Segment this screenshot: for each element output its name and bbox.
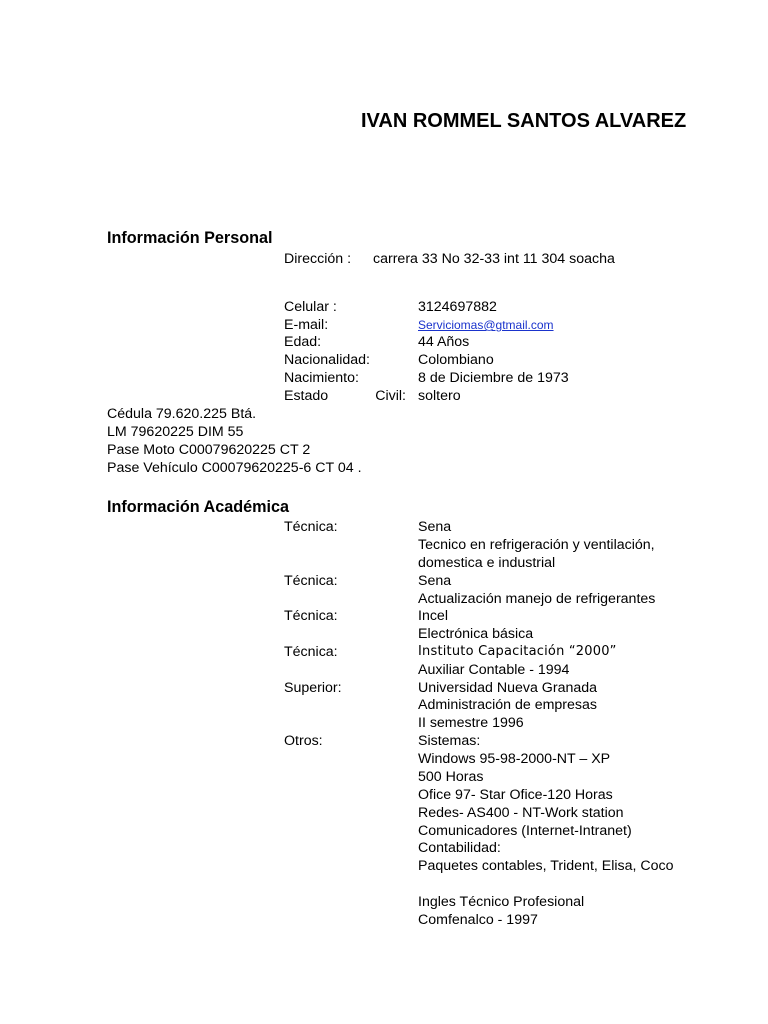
academic-entry-line: Electrónica básica — [418, 626, 534, 642]
academic-entry-line: Incel — [418, 608, 448, 624]
academic-entry-label: Superior: — [284, 680, 342, 696]
academic-entry-line: II semestre 1996 — [418, 715, 524, 731]
document-line: LM 79620225 DIM 55 — [107, 424, 244, 440]
edad-label: Edad: — [284, 334, 322, 350]
civil-label-word: Civil: — [375, 388, 406, 404]
estado-civil-value: soltero — [418, 388, 461, 404]
academic-entry-label: Técnica: — [284, 644, 338, 660]
nacionalidad-value: Colombiano — [418, 352, 494, 368]
address-label: Dirección : — [284, 251, 352, 267]
academic-entry-line: Auxiliar Contable - 1994 — [418, 662, 570, 678]
academic-entry-line: Windows 95-98-2000-NT – XP — [418, 751, 611, 767]
academic-entry-line: 500 Horas — [418, 769, 484, 785]
academic-entry-line: Actualización manejo de refrigerantes — [418, 591, 656, 607]
academic-entry-line: Sena — [418, 519, 452, 535]
nacionalidad-label: Nacionalidad: — [284, 352, 370, 368]
document-line: Cédula 79.620.225 Btá. — [107, 406, 257, 422]
academic-entry-line: Comunicadores (Internet-Intranet) — [418, 823, 632, 839]
academic-entry-line: Contabilidad: — [418, 840, 501, 856]
personal-info-heading: Información Personal — [107, 229, 273, 247]
academic-entry-line: Paquetes contables, Trident, Elisa, Coco — [418, 858, 674, 874]
academic-entry-line: Sistemas: — [418, 733, 481, 749]
academic-entry-line: Tecnico en refrigeración y ventilación, — [418, 537, 655, 553]
academic-entry-line: Redes- AS400 - NT-Work station — [418, 805, 624, 821]
academic-entry-line: Universidad Nueva Granada — [418, 680, 598, 696]
email-link[interactable]: Serviciomas@gtmail.com — [418, 318, 554, 332]
email-label: E-mail: — [284, 317, 329, 333]
academic-entry-line: Sena — [418, 573, 452, 589]
academic-entry-line: Instituto Capacitación “2000” — [418, 644, 617, 659]
document-line: Pase Moto C00079620225 CT 2 — [107, 442, 311, 458]
academic-entry-line: Administración de empresas — [418, 697, 597, 713]
document-line: Pase Vehículo C00079620225-6 CT 04 . — [107, 460, 362, 476]
estado-civil-label — [284, 387, 406, 405]
address-value: carrera 33 No 32-33 int 11 304 soacha — [373, 251, 615, 267]
nacimiento-value: 8 de Diciembre de 1973 — [418, 370, 569, 386]
cv-name-title: IVAN ROMMEL SANTOS ALVAREZ — [361, 110, 687, 132]
academic-entry-line: domestica e industrial — [418, 555, 556, 571]
celular-label: Celular : — [284, 299, 337, 315]
estado-label-word: Estado — [284, 388, 329, 404]
academic-entry-label: Técnica: — [284, 519, 338, 535]
academic-info-heading: Información Académica — [107, 498, 290, 516]
academic-entry-line: Ofice 97- Star Ofice-120 Horas — [418, 787, 613, 803]
academic-entry-line: Comfenalco - 1997 — [418, 912, 538, 928]
academic-entry-label: Técnica: — [284, 608, 338, 624]
academic-entry-line: Ingles Técnico Profesional — [418, 894, 585, 910]
academic-entry-label: Técnica: — [284, 573, 338, 589]
edad-value: 44 Años — [418, 334, 470, 350]
nacimiento-label: Nacimiento: — [284, 370, 359, 386]
academic-entry-label: Otros: — [284, 733, 323, 749]
celular-value: 3124697882 — [418, 299, 497, 315]
